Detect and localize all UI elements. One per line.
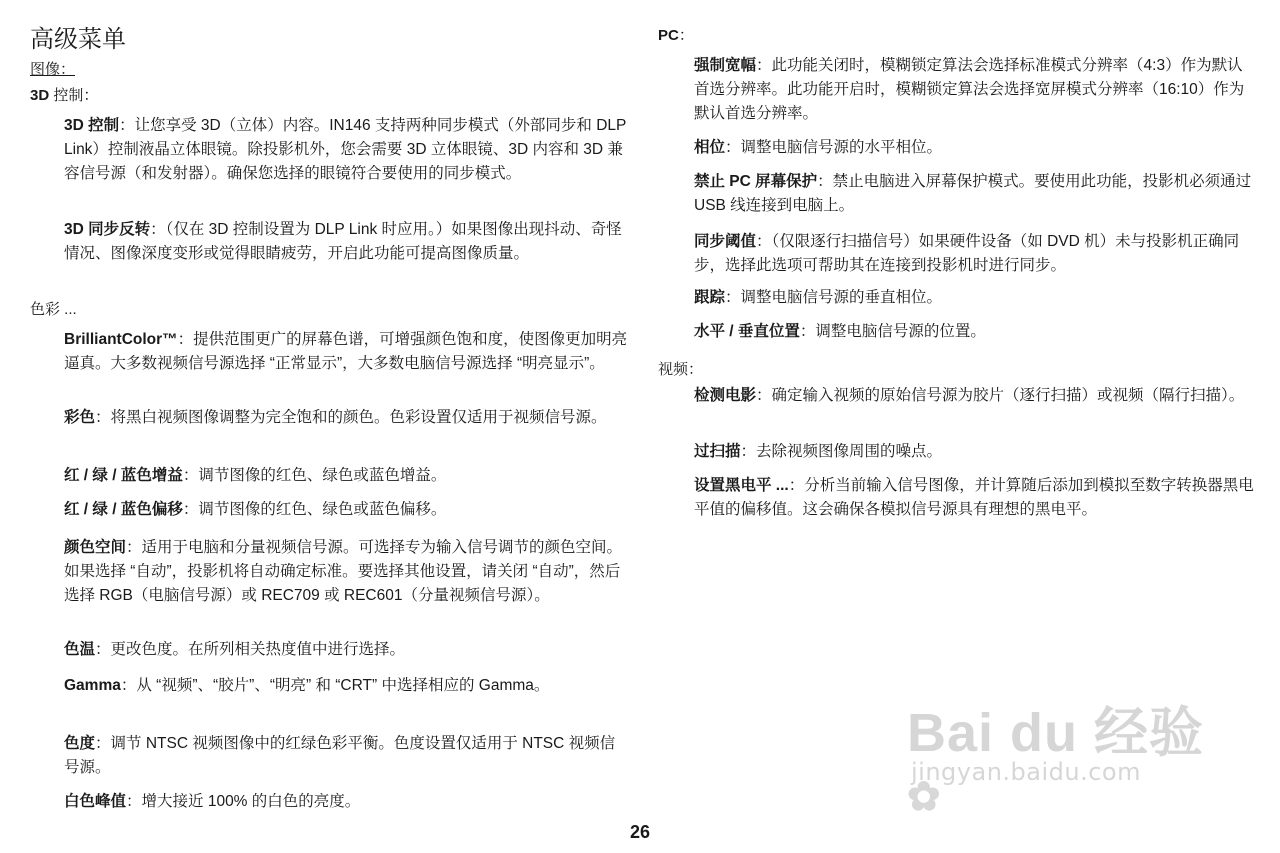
entry-film-detect (694, 384, 1254, 408)
entry-term: Gamma (64, 677, 121, 694)
entry-brilliantcolor (64, 328, 630, 376)
entry-force-wide (694, 54, 1254, 126)
entry-rgb-gain (64, 464, 630, 488)
watermark-logo-text: Bai du 经验 (907, 703, 1205, 763)
entry-desc: ：去除视频图像周围的噪点。 (740, 443, 943, 460)
entry-desc: ：增大接近 100% 的白色的亮度。 (126, 793, 361, 810)
section-heading-text: 视频 (658, 361, 689, 378)
page-title: 高级菜单 (30, 26, 126, 53)
section-heading-3d-control (30, 86, 98, 106)
entry-pc-screensaver (694, 170, 1254, 218)
entry-desc: ：（仅限逐行扫描信号）如果硬件设备（如 DVD 机）未与投影机正确同步，选择此选项可帮助其在连接到投影机时进行同步。 (694, 233, 1240, 274)
entry-term: 3D 同步反转 (64, 221, 151, 238)
entry-sync-threshold (694, 230, 1254, 278)
section-heading-pc (658, 26, 694, 46)
entry-term: 禁止 PC 屏幕保护 (694, 173, 818, 190)
entry-term: 红 / 绿 / 蓝色增益 (64, 467, 183, 484)
entry-tint (64, 732, 630, 780)
entry-3d-control (64, 114, 630, 186)
entry-desc: ：将黑白视频图像调整为完全饱和的颜色。色彩设置仅适用于视频信号源。 (95, 409, 607, 426)
entry-desc: ：调节图像的红色、绿色或蓝色增益。 (182, 467, 447, 484)
entry-rgb-offset (64, 498, 630, 522)
entry-desc: ：确定输入视频的原始信号源为胶片（逐行扫描）或视频（隔行扫描）。 (756, 387, 1245, 404)
entry-color-space (64, 536, 630, 608)
baidu-jingyan-watermark (905, 660, 1205, 819)
entry-term: 强制宽幅 (694, 57, 757, 74)
entry-term: 白色峰值 (64, 793, 127, 810)
section-heading-suffix: ： (688, 361, 704, 378)
entry-desc: ：调整电脑信号源的水平相位。 (725, 139, 943, 156)
entry-black-level (694, 474, 1254, 522)
entry-desc: ：分析当前输入信号图像，并计算随后添加到模拟至数字转换器黑电平值的偏移值。这会确保各模拟信号源具有理想的黑电平。 (694, 477, 1254, 518)
entry-term: 相位 (694, 139, 726, 156)
entry-desc: ：提供范围更广的屏幕色谱，可增强颜色饱和度，使图像更加明亮逼真。大多数视频信号源选择 “正常显示”，大多数电脑信号源选择 “明亮显示”。 (64, 331, 628, 372)
entry-desc: ：调节 NTSC 视频图像中的红绿色彩平衡。色度设置仅适用于 NTSC 视频信号源。 (64, 735, 616, 776)
entry-color (64, 406, 630, 430)
entry-desc: ：调整电脑信号源的位置。 (799, 323, 986, 340)
entry-term: 跟踪 (694, 289, 726, 306)
entry-term: 设置黑电平 ... (694, 477, 789, 494)
section-heading-video (658, 360, 703, 380)
entry-term: 色度 (64, 735, 96, 752)
entry-term: 过扫描 (694, 443, 741, 460)
watermark-url: jingyan.baidu.com (911, 758, 1141, 786)
entry-desc: ：更改色度。在所列相关热度值中进行选择。 (95, 641, 406, 658)
entry-desc: ：调节图像的红色、绿色或蓝色偏移。 (182, 501, 447, 518)
section-heading-color (30, 300, 77, 320)
entry-term: 同步阈值 (694, 233, 757, 250)
entry-term: 3D 控制 (64, 117, 120, 134)
entry-term: 彩色 (64, 409, 96, 426)
entry-desc: ：调整电脑信号源的垂直相位。 (725, 289, 943, 306)
entry-color-temperature (64, 638, 630, 662)
entry-desc: ：适用于电脑和分量视频信号源。可选择专为输入信号调节的颜色空间。如果选择 “自动”，投影机将自动确定标准。要选择其他设置，请关闭 “自动”，然后选择 RGB（电脑信号源）或 REC709 或 REC601（分量视频信号源）。 (64, 539, 623, 604)
entry-phase (694, 136, 1254, 160)
entry-white-peaking (64, 790, 630, 814)
paw-icon: ✿ (907, 775, 942, 819)
entry-term: 红 / 绿 / 蓝色偏移 (64, 501, 183, 518)
section-heading-rest: 控制： (49, 87, 99, 104)
entry-term: 水平 / 垂直位置 (694, 323, 800, 340)
section-heading-bold: 3D (30, 87, 50, 104)
section-heading-bold: PC (658, 27, 679, 44)
page-number: 26 (629, 822, 651, 842)
entry-desc: ：禁止电脑进入屏幕保护模式。要使用此功能，投影机必须通过 USB 线连接到电脑上。 (694, 173, 1252, 214)
entry-hv-position (694, 320, 1254, 344)
entry-3d-sync-invert (64, 218, 630, 266)
entry-term: 色温 (64, 641, 96, 658)
entry-desc: ：从 “视频”、“胶片”、“明亮” 和 “CRT” 中选择相应的 Gamma。 (120, 677, 550, 694)
entry-desc: ：让您享受 3D（立体）内容。IN146 支持两种同步模式（外部同步和 DLP Link）控制液晶立体眼镜。除投影机外，您会需要 3D 立体眼镜、3D 内容和 3D 兼容信号源（和发射器）。确保您选择的眼镜符合要使用的同步模式。 (64, 117, 627, 182)
entry-term: 检测电影 (694, 387, 757, 404)
subsection-image: 图像： (30, 61, 76, 78)
section-heading-rest: 色彩 ... (30, 301, 77, 318)
entry-term: BrilliantColor™ (64, 331, 178, 348)
entry-overscan (694, 440, 1254, 464)
section-heading-suffix: ： (678, 27, 694, 44)
entry-desc: ：此功能关闭时，模糊锁定算法会选择标准模式分辨率（4:3）作为默认首选分辨率。此功能开启时，模糊锁定算法会选择宽屏模式分辨率（16:10）作为默认首选分辨率。 (694, 57, 1245, 122)
entry-tracking (694, 286, 1254, 310)
entry-gamma (64, 674, 630, 698)
entry-term: 颜色空间 (64, 539, 127, 556)
entry-desc: ：（仅在 3D 控制设置为 DLP Link 时应用。）如果图像出现抖动、奇怪情况、图像深度变形或觉得眼睛疲劳，开启此功能可提高图像质量。 (64, 221, 622, 262)
